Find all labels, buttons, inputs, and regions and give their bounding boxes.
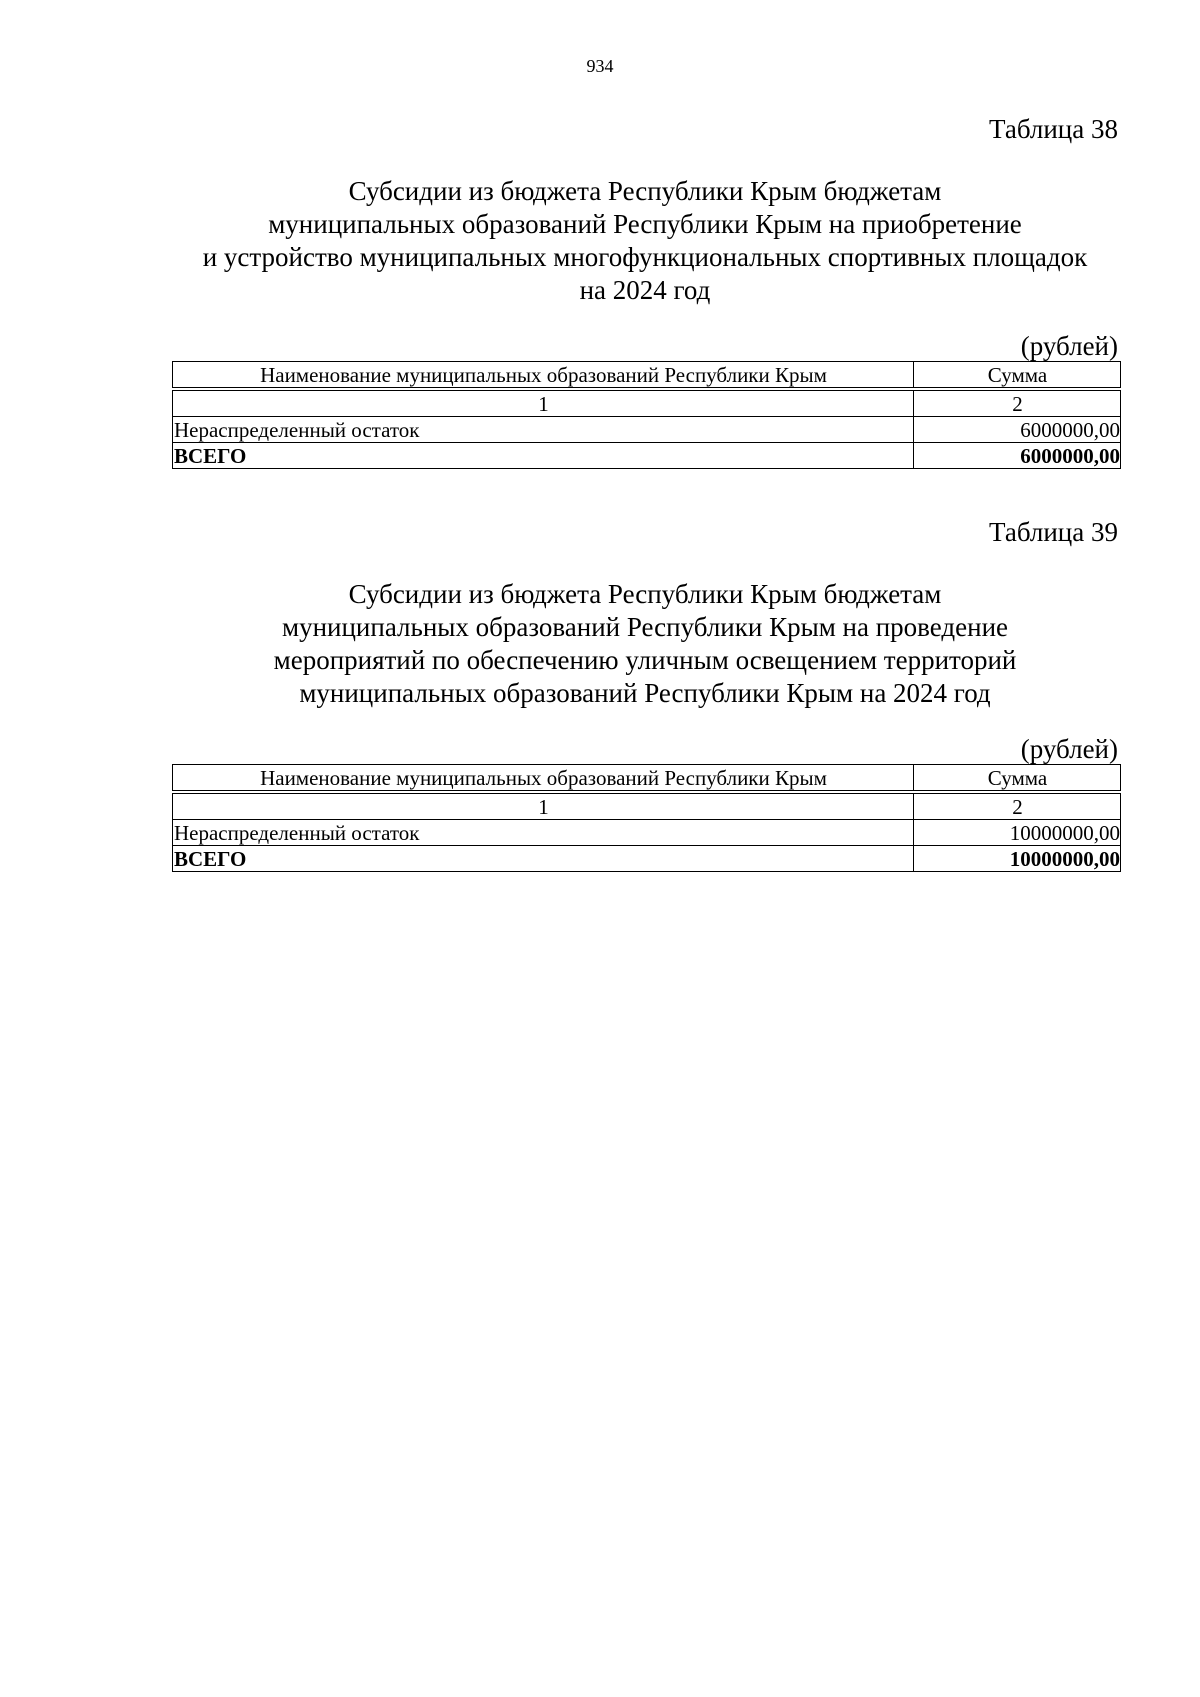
title-line: мероприятий по обеспечению уличным освещением территорий bbox=[273, 645, 1017, 675]
page-number: 934 bbox=[586, 56, 614, 76]
row-sum-cell: 10000000,00 bbox=[914, 820, 1121, 846]
title-line: Субсидии из бюджета Республики Крым бюджетам bbox=[348, 176, 942, 206]
title-line: муниципальных образований Республики Крым на 2024 год bbox=[299, 678, 991, 708]
total-sum-cell: 10000000,00 bbox=[914, 846, 1121, 872]
table-row bbox=[173, 417, 1121, 443]
column-number-row bbox=[173, 794, 1121, 820]
column-number-cell: 1 bbox=[173, 794, 914, 820]
total-row bbox=[173, 443, 1121, 469]
column-number-cell: 2 bbox=[914, 794, 1121, 820]
subsidy-table bbox=[172, 764, 1121, 872]
total-name-cell: ВСЕГО bbox=[173, 443, 914, 469]
row-name-cell: Нераспределенный остаток bbox=[173, 820, 914, 846]
title-line: муниципальных образований Республики Крым на приобретение bbox=[268, 209, 1022, 239]
header-row bbox=[173, 362, 1121, 388]
table-title bbox=[172, 578, 1118, 710]
total-row bbox=[173, 846, 1121, 872]
total-name-cell: ВСЕГО bbox=[173, 846, 914, 872]
column-number-row bbox=[173, 391, 1121, 417]
title-line: муниципальных образований Республики Крым на проведение bbox=[281, 612, 1009, 642]
header-row bbox=[173, 765, 1121, 791]
table-label: Таблица 39 bbox=[989, 517, 1118, 547]
header-sum-cell: Сумма bbox=[914, 765, 1121, 791]
column-number-cell: 1 bbox=[173, 391, 914, 417]
units-label: (рублей) bbox=[1020, 331, 1118, 361]
header-name-cell: Наименование муниципальных образований Республики Крым bbox=[173, 765, 914, 791]
table-row bbox=[173, 820, 1121, 846]
table-39-section bbox=[172, 516, 1118, 872]
title-line: на 2024 год bbox=[579, 275, 711, 305]
row-name-cell: Нераспределенный остаток bbox=[173, 417, 914, 443]
subsidy-table bbox=[172, 361, 1121, 469]
total-sum-cell: 6000000,00 bbox=[914, 443, 1121, 469]
column-number-cell: 2 bbox=[914, 391, 1121, 417]
header-sum-cell: Сумма bbox=[914, 362, 1121, 388]
units-label: (рублей) bbox=[1020, 734, 1118, 764]
table-label: Таблица 38 bbox=[989, 114, 1118, 144]
table-title bbox=[172, 175, 1118, 307]
header-name-cell: Наименование муниципальных образований Республики Крым bbox=[173, 362, 914, 388]
table-38-section bbox=[172, 113, 1118, 469]
title-line: и устройство муниципальных многофункциональных спортивных площадок bbox=[202, 242, 1088, 272]
title-line: Субсидии из бюджета Республики Крым бюджетам bbox=[348, 579, 942, 609]
row-sum-cell: 6000000,00 bbox=[914, 417, 1121, 443]
